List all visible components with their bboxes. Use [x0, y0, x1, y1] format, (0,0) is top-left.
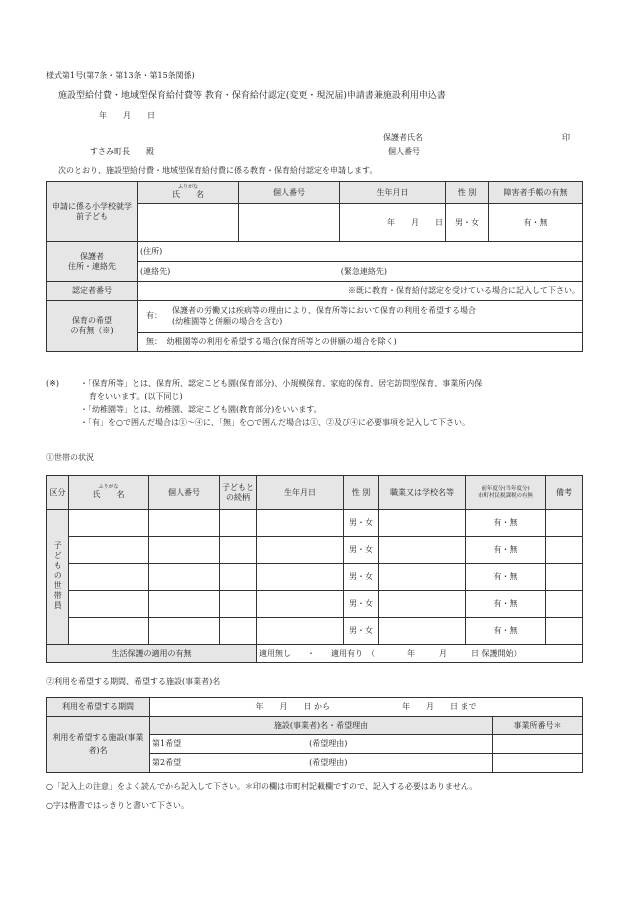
footer-note-1: ○「記入上の注意」をよく読んでから記入して下さい。＊印の欄は市町村記載欄ですので、記入する必要はありません。: [46, 782, 478, 791]
second-reason-label: (希望理由): [309, 758, 348, 768]
table-row: [47, 564, 583, 591]
yes-text-2: (幼稚園等と併願の場合を含む): [172, 316, 283, 326]
member-number-input[interactable]: [149, 564, 220, 591]
col-relation: 子どもとの続柄: [220, 476, 257, 510]
child-table: [46, 181, 583, 352]
welfare-label: 生活保護の適用の有無: [47, 645, 257, 663]
member-tax-select[interactable]: 有・無: [466, 564, 546, 591]
emergency-label: (緊急連絡先): [340, 266, 388, 276]
form-number: 様式第1号(第7条・第13条・第15条関係): [46, 71, 195, 80]
child-disability-select[interactable]: 有・無: [489, 204, 583, 242]
child-gender-select[interactable]: 男・女: [446, 204, 489, 242]
first-choice-input[interactable]: [150, 735, 493, 754]
first-choice-label: 第1希望: [152, 739, 182, 749]
member-occupation-input[interactable]: [379, 564, 466, 591]
guardian-contact-input[interactable]: [138, 262, 583, 282]
guardian-label: 保護者 住所・連絡先: [47, 242, 138, 282]
child-gender-header: 性 別: [446, 182, 489, 204]
child-name-input[interactable]: [138, 204, 239, 242]
addressee: すさみ町長 殿: [90, 147, 154, 156]
first-number-input[interactable]: [493, 735, 583, 754]
personal-number-label: 個人番号: [388, 147, 420, 156]
note-2: ・「幼稚園等」とは、幼稚園、認定こども園(教育部分)をいいます。: [80, 405, 322, 414]
member-tax-select[interactable]: 有・無: [466, 591, 546, 618]
facility-label: 利用を希望する施設(事業者)名: [47, 717, 150, 773]
household-group-label: 子どもの世帯員: [47, 510, 69, 645]
note-1b: 育をいいます。(以下同じ): [89, 392, 183, 401]
nursery-yes-option[interactable]: [138, 301, 583, 333]
col-personal-number: 個人番号: [149, 476, 220, 510]
yes-text-1: 保護者の労働又は疾病等の理由により、保育所等において保育の利用を希望する場合: [172, 305, 476, 315]
no-label: 無：: [146, 337, 162, 347]
col-name: ふりがな 氏 名: [69, 476, 149, 510]
child-personal-number-header: 個人番号: [239, 182, 340, 204]
member-relation-input[interactable]: [220, 510, 257, 537]
member-birthdate-input[interactable]: [257, 537, 344, 564]
period-label: 利用を希望する期間: [47, 698, 150, 717]
welfare-select[interactable]: 適用無し ・ 適用有り （ 年 月 日 保護開始）: [257, 645, 583, 663]
col-kubun: 区分: [47, 476, 69, 510]
child-name-header: ふりがな 氏 名: [138, 182, 239, 204]
second-number-input[interactable]: [493, 754, 583, 773]
member-remarks-input[interactable]: [546, 591, 583, 618]
note-mark: (※): [46, 379, 59, 388]
col-remarks: 備考: [546, 476, 583, 510]
member-birthdate-input[interactable]: [257, 510, 344, 537]
member-gender-select[interactable]: 男・女: [344, 618, 379, 645]
col-gender: 性 別: [344, 476, 379, 510]
period-input[interactable]: 年 月 日 から 年 月 日 まで: [150, 698, 583, 717]
contact-label: (連絡先): [140, 266, 171, 276]
member-number-input[interactable]: [149, 591, 220, 618]
member-relation-input[interactable]: [220, 618, 257, 645]
nursery-no-option[interactable]: [138, 333, 583, 352]
member-remarks-input[interactable]: [546, 510, 583, 537]
table-row: [47, 591, 583, 618]
facility-number-header: 事業所番号＊: [493, 717, 583, 735]
member-name-input[interactable]: [69, 591, 149, 618]
note-3: ・「有」を○で囲んだ場合は①～④に、「無」を○で囲んだ場合は①、②及び④に必要事項を記入して下さい。: [80, 418, 470, 427]
second-choice-label: 第2希望: [152, 758, 182, 768]
member-tax-select[interactable]: 有・無: [466, 537, 546, 564]
member-occupation-input[interactable]: [379, 537, 466, 564]
member-remarks-input[interactable]: [546, 618, 583, 645]
member-number-input[interactable]: [149, 618, 220, 645]
child-birthdate-header: 生年月日: [340, 182, 446, 204]
member-birthdate-input[interactable]: [257, 618, 344, 645]
household-table: [46, 475, 583, 663]
member-occupation-input[interactable]: [379, 618, 466, 645]
note-1a: ・「保育所等」とは、保育所、認定こども園(保育部分)、小規模保育、家庭的保育、居宅訪問型保育、事業所内保: [80, 379, 483, 388]
footer-note-2: ○字は楷書ではっきりと書いて下さい。: [46, 801, 189, 810]
facility-name-header: 施設(事業者)名・希望理由: [150, 717, 493, 735]
guardian-address-input[interactable]: (住所): [138, 242, 583, 262]
no-text: 幼稚園等の利用を希望する場合(保育所等との併願の場合を除く): [166, 337, 397, 347]
member-relation-input[interactable]: [220, 591, 257, 618]
form-title: 施設型給付費・地域型保育給付費等 教育・保育給付認定(変更・現況届)申請書兼施設利用申込書: [58, 91, 446, 101]
child-birthdate-input[interactable]: 年 月 日: [340, 204, 446, 242]
child-personal-number-input[interactable]: [239, 204, 340, 242]
table-row: [47, 618, 583, 645]
table-row: [47, 510, 583, 537]
member-relation-input[interactable]: [220, 537, 257, 564]
member-tax-select[interactable]: 有・無: [466, 510, 546, 537]
member-remarks-input[interactable]: [546, 537, 583, 564]
facility-table: [46, 697, 583, 773]
col-birthdate: 生年月日: [257, 476, 344, 510]
second-choice-input[interactable]: [150, 754, 493, 773]
member-birthdate-input[interactable]: [257, 591, 344, 618]
child-row-label: 申請に係る小学校就学前子ども: [47, 182, 138, 242]
member-tax-select[interactable]: 有・無: [466, 618, 546, 645]
col-occupation: 職業又は学校名等: [379, 476, 466, 510]
intro-text: 次のとおり、施設型給付費・地域型保育給付費に係る教育・保育給付認定を申請します。: [58, 166, 378, 175]
member-gender-select[interactable]: 男・女: [344, 510, 379, 537]
member-name-input[interactable]: [69, 618, 149, 645]
cert-number-input[interactable]: ※既に教育・保育給付認定を受けている場合に記入して下さい。: [138, 282, 583, 301]
household-heading: ①世帯の状況: [46, 453, 94, 462]
member-gender-select[interactable]: 男・女: [344, 591, 379, 618]
date-line: 年 月 日: [99, 111, 155, 120]
yes-label: 有：: [146, 310, 162, 320]
member-birthdate-input[interactable]: [257, 564, 344, 591]
first-reason-label: (希望理由): [309, 739, 348, 749]
guardian-name-label: 保護者氏名: [383, 133, 423, 142]
member-relation-input[interactable]: [220, 564, 257, 591]
member-name-input[interactable]: [69, 510, 149, 537]
member-gender-select[interactable]: 男・女: [344, 564, 379, 591]
member-gender-select[interactable]: 男・女: [344, 537, 379, 564]
member-name-input[interactable]: [69, 564, 149, 591]
member-number-input[interactable]: [149, 537, 220, 564]
cert-label: 認定者番号: [47, 282, 138, 301]
facility-heading: ②利用を希望する期間、希望する施設(事業者)名: [46, 677, 221, 686]
col-tax: 前年度分(当年度分) 市町村民税課税の有無: [466, 476, 546, 510]
child-disability-header: 障害者手帳の有無: [489, 182, 583, 204]
member-occupation-input[interactable]: [379, 510, 466, 537]
member-occupation-input[interactable]: [379, 591, 466, 618]
table-row: [47, 537, 583, 564]
member-remarks-input[interactable]: [546, 564, 583, 591]
nursery-wish-label: 保育の希望 の有無（※): [47, 301, 138, 352]
member-name-input[interactable]: [69, 537, 149, 564]
seal-mark: 印: [562, 133, 570, 142]
member-number-input[interactable]: [149, 510, 220, 537]
